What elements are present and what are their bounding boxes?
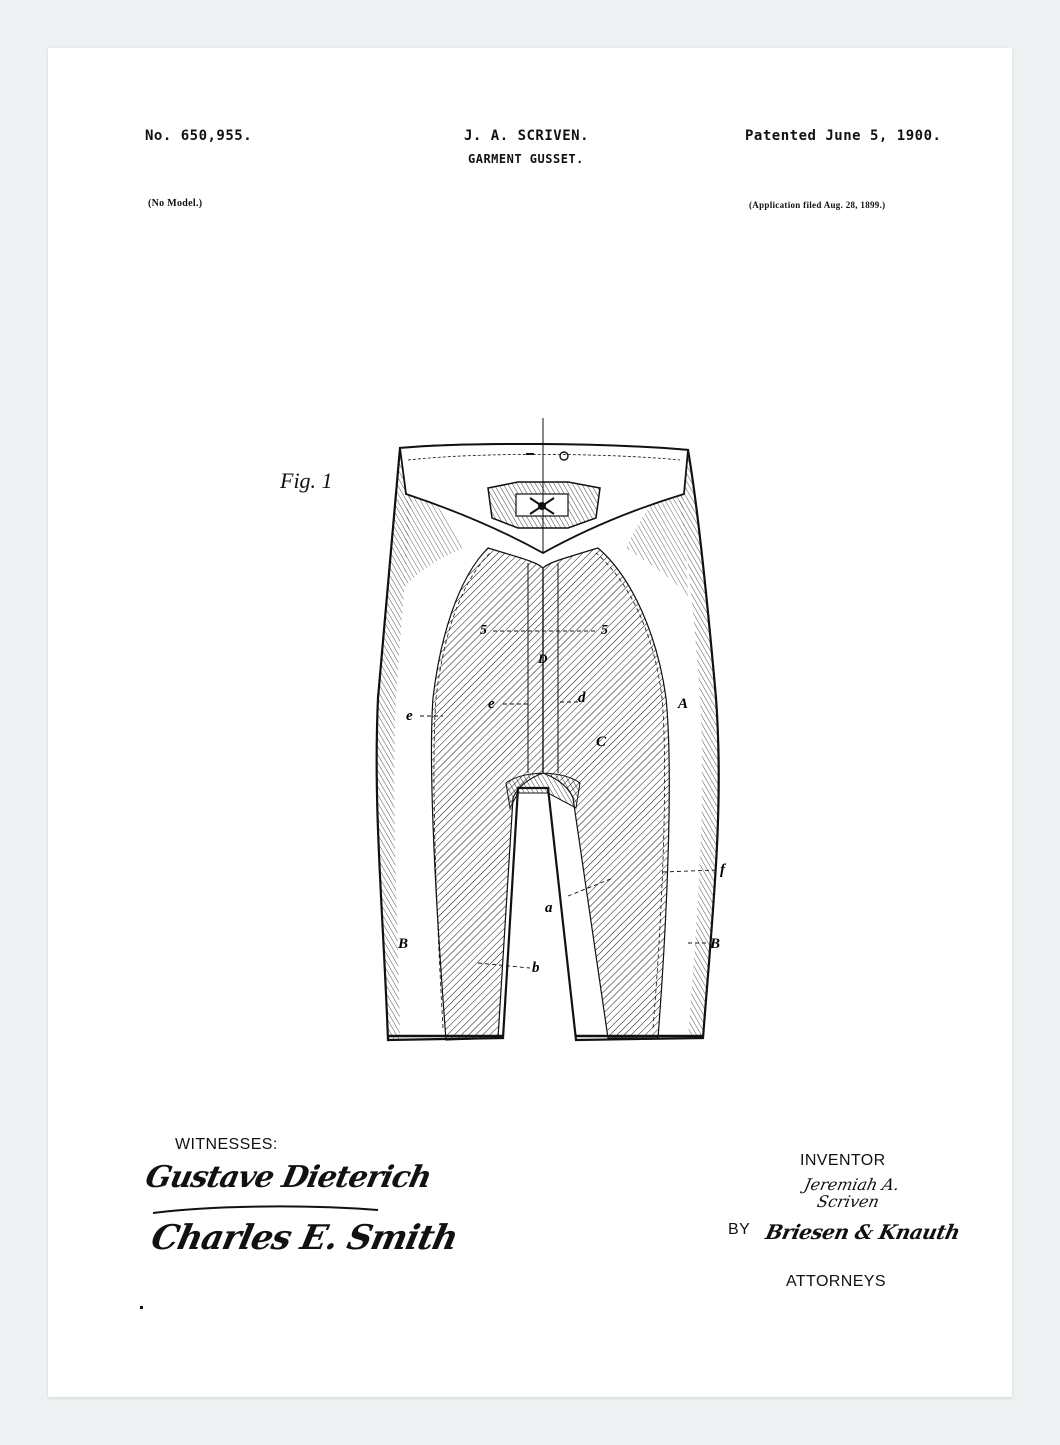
by-label: BY — [728, 1221, 751, 1238]
witnesses-label: WITNESSES: — [175, 1136, 278, 1153]
signature-flourish — [148, 1198, 408, 1228]
attorneys-label: ATTORNEYS — [786, 1273, 886, 1290]
label-A: A — [678, 696, 689, 712]
label-B-right: B — [710, 936, 721, 952]
label-C: C — [596, 734, 607, 750]
label-d: d — [578, 690, 586, 706]
label-5-right: 5 — [601, 623, 608, 638]
ink-dot — [140, 1306, 143, 1309]
figure-label — [279, 468, 333, 493]
label-5-left: 5 — [480, 623, 487, 638]
model-note: (No Model.) — [148, 198, 203, 209]
application-note: (Application filed Aug. 28, 1899.) — [749, 200, 886, 210]
buckle-icon — [488, 482, 600, 528]
svg-text:Fig. 1: Fig. 1 — [280, 468, 333, 493]
patent-number: No. 650,955. — [145, 128, 253, 144]
label-e-outer: e — [406, 708, 413, 724]
witness-signature-1: Gustave Dieterich — [142, 1160, 435, 1195]
patent-date: Patented June 5, 1900. — [745, 128, 942, 144]
patent-sheet — [48, 48, 1012, 1397]
label-e-inner: e — [488, 696, 495, 712]
label-B-left: B — [398, 936, 409, 952]
label-a: a — [545, 900, 553, 916]
label-b: b — [532, 960, 540, 976]
patent-title: GARMENT GUSSET. — [468, 152, 584, 166]
inventor-name: J. A. SCRIVEN. — [464, 128, 590, 144]
witness-signature-2: Charles E. Smith — [147, 1218, 461, 1258]
label-D: D — [538, 651, 548, 666]
inventor-label: INVENTOR — [800, 1152, 886, 1169]
attorneys-signature: Briesen & Knauth — [763, 1220, 963, 1244]
gusset-left — [431, 548, 543, 1040]
label-f: f — [720, 862, 725, 878]
inventor-signature: Jeremiah A. Scriven — [802, 1175, 902, 1211]
